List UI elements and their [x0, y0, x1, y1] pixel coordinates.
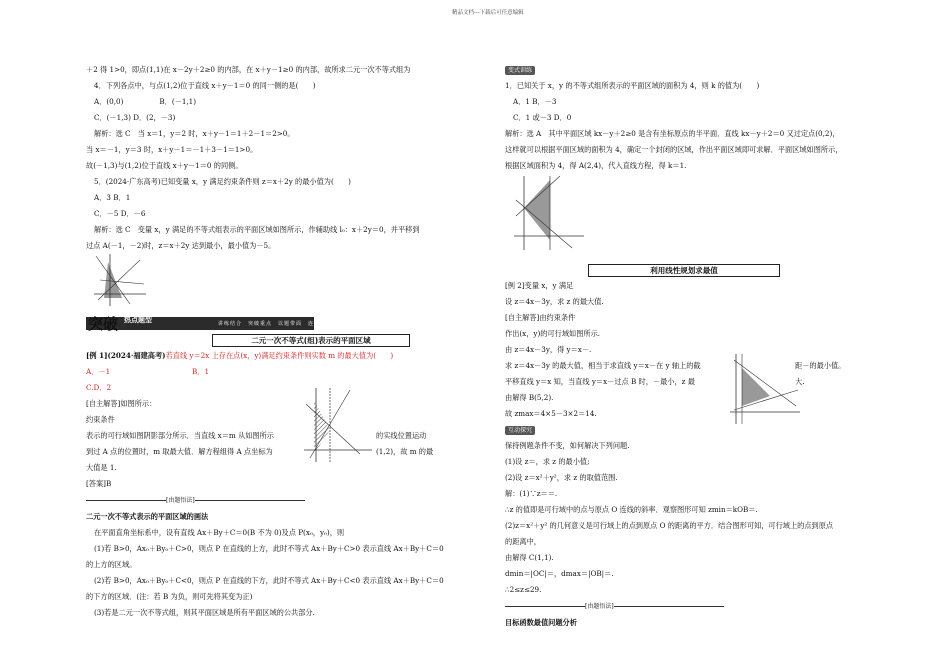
method-line: (3)若是二元一次不等式组，则其平面区域是所有平面区域的公共部分.	[94, 608, 315, 617]
option-line: A．(0,0) B．(－1,1)	[94, 97, 197, 106]
band-title: 突破	[88, 315, 119, 333]
solution-line: 解析：选 C 变量 x，y 满足的不等式组表示的平面区域如图所示，作辅助线 l₀：x＋2y＝0，并平移到	[94, 225, 420, 234]
solution-line: 由解得 B(5,2).	[505, 393, 554, 402]
method-title: 二元一次不等式表示的平面区域的画法	[86, 512, 209, 521]
method-line: 在平面直角坐标系中，设有直线 Ax＋By＋C＝0(B 不为 0)及点 P(x₀，y₀)，则	[94, 528, 345, 537]
example-2	[505, 278, 880, 631]
left-column	[86, 62, 468, 254]
question-5: 5．(2024·广东高考)已知变量 x，y 满足约束条件则 z＝x＋2y 的最小值为( )	[94, 177, 351, 186]
solution-line: 解析：选 A 其中平面区域 kx－y＋2≥0 是含有坐标原点的半平面．直线 kx－y＋2＝0 又过定点(0,2)，	[505, 129, 840, 138]
example1-figure	[300, 384, 376, 464]
problem-line: ∴z 的值即是可行域中的点与原点 O 连线的斜率．观察图形可知 zmin＝kOB＝.	[505, 505, 758, 514]
solution-line: 的实线位置运动	[376, 431, 427, 440]
option-a: A．－1	[86, 367, 111, 376]
section-title-2: 利用线性规划求最值	[588, 264, 780, 277]
section-title-1: 二元一次不等式(组)表示的平面区域	[212, 334, 410, 347]
option-line: C．1 或－3 D．0	[513, 113, 572, 122]
method-line: (2)若 B>0，Ax₀＋By₀＋C<0，则点 P 在直线的下方，此时不等式 Ax＋By＋C<0 表示直线 Ax＋By＋C＝0	[94, 576, 444, 585]
solution-line: 大值是 1.	[86, 463, 117, 472]
solution-line: 当 x＝－1，y＝3 时，x＋y－1＝－1＋3－1＝1>0。	[86, 145, 258, 154]
method-line: (1)若 B>0，Ax₀＋By₀＋C>0，则点 P 在直线的上方，此时不等式 Ax＋By＋C>0 表示直线 Ax＋By＋C＝0	[94, 544, 444, 553]
solution-line: 由 z＝4x－3y，得 y＝x－.	[505, 345, 592, 354]
problem-line: (2)设 z＝x²＋y²，求 z 的取值范围.	[505, 473, 618, 482]
explore-tag: 互动探究	[505, 426, 535, 435]
option-b: B．1	[192, 367, 210, 376]
solution-line: 这样就可以根据平面区域的面积为 4，确定一个封闭的区域，作出平面区域即可求解．平面区域如图所示，	[505, 145, 843, 154]
solution-line: 表示的可行域如图阴影部分所示．当直线 x＝m 从如图所示	[86, 431, 274, 440]
example-line: 设 z＝4x－3y，求 z 的最大值.	[505, 297, 604, 306]
question-4: 4．下列各点中，与点(1,2)位于直线 x＋y－1＝0 的同一侧的是( )	[94, 81, 316, 90]
solution-line: 平移直线 y＝x 知，当直线 y＝x－过点 B 时，－最小，z 最	[505, 377, 695, 386]
band-subtitle: 热点题型	[124, 316, 152, 324]
solution-line: 求 z＝4x－3y 的最大值，相当于求直线 y＝x－在 y 轴上的截	[505, 361, 701, 370]
solution-line: 解析：选 C 当 x＝1，y＝2 时，x＋y－1＝1＋2－1＝2>0。	[94, 129, 295, 138]
problem-line: dmin＝|OC|＝，dmax＝|OB|＝.	[505, 569, 614, 578]
solution-line: 距－的最小值。	[795, 361, 846, 370]
solution-line: 作出(x，y)的可行域如图所示.	[505, 329, 601, 338]
example-question: 若直线 y＝2x 上存在点(x，y)满足约束条件则实数 m 的最大值为( )	[165, 351, 394, 360]
problem-line: 解：(1)∵z＝＝.	[505, 489, 558, 498]
option-line: A．3 B．1	[94, 193, 131, 202]
separator-label: [由题悟法]	[585, 603, 614, 610]
variant-tag: 变式训练	[505, 66, 535, 75]
problem-line: 的距离中，	[505, 537, 541, 546]
solution-line: 约束条件	[86, 415, 115, 424]
right-column	[505, 62, 880, 174]
solution-line: 到过 A 点的位置时，m 取最大值．解方程组得 A 点坐标为	[86, 447, 273, 456]
solution-line: 故(－1,3)与(1,2)位于直线 x＋y－1＝0 的同侧。	[86, 161, 243, 170]
variant-question: 1．已知关于 x，y 的不等式组所表示的平面区域的面积为 4，则 k 的值为( )	[505, 81, 760, 90]
goal-title: 目标函数最值问题分析	[505, 618, 577, 627]
example2-figure	[726, 350, 805, 426]
variant-figure	[510, 172, 586, 252]
example-label: [例 1](2024·福建高考)	[86, 351, 166, 360]
option-line: C．(－1,3) D．(2，－3)	[94, 113, 176, 122]
separator-label: [由题悟法]	[166, 497, 195, 504]
page-header: 精品文档---下载后可任意编辑	[452, 10, 524, 16]
problem-line: (1)设 z＝，求 z 的最小值;	[505, 457, 590, 466]
method-line: 的上方的区域。	[86, 560, 137, 569]
method-line: 的下方的区域．(注：若 B 为负，则可先将其变为正)	[86, 592, 253, 601]
problem-line: 由解得 C(1,1).	[505, 553, 554, 562]
solution-line: 故 zmax＝4×5－3×2＝14.	[505, 409, 597, 418]
answer: [答案]B	[86, 479, 112, 488]
option-line: A．1 B．－3	[513, 97, 557, 106]
example-line: [例 2]变量 x，y 满足	[505, 281, 574, 290]
solution-line: 过点 A(－1，－2)时，z＝x＋2y 达到最小，最小值为－5。	[86, 241, 276, 250]
feasible-region-figure	[90, 250, 150, 308]
solution-line: 大.	[795, 377, 805, 386]
option-line: C．－5 D．－6	[94, 209, 146, 218]
solution-line: [自主解答]由约束条件	[505, 313, 576, 322]
example-1	[86, 348, 468, 621]
solution-line: [自主解答]如图所示：	[86, 399, 157, 408]
problem-line: (2)z＝x²＋y² 的几何意义是可行域上的点到原点 O 的距离的平方．结合图形可知，可行域上的点到原点	[505, 521, 834, 530]
solution-line: (1,2)，故 m 的最	[376, 447, 434, 456]
band-note: 讲练结合 突破重点 以题带面 连类旁通	[218, 321, 333, 327]
option-cd: C.D．2	[86, 383, 112, 392]
problem-line: 保持例题条件不变，如何解决下列问题.	[505, 441, 630, 450]
solution-line: 根据区域面积为 4，得 A(2,4)，代入直线方程，得 k＝1.	[505, 161, 687, 170]
text-line: ＋2 得 1>0，即点(1,1)在 x－2y＋2≥0 的内部，在 x＋y－1≥0 的内部，故所求二元一次不等式组为	[86, 65, 411, 74]
problem-line: ∴2≤z≤29.	[505, 585, 542, 594]
